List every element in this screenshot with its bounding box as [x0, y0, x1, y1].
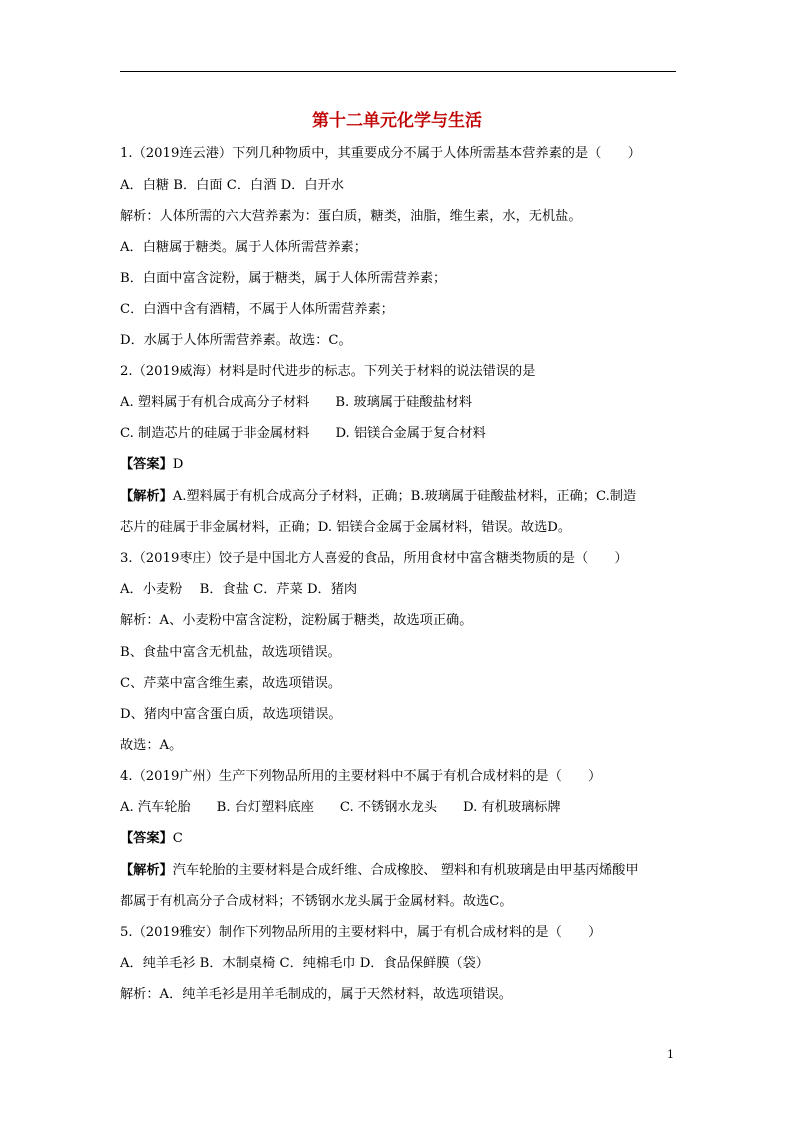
- q4-analysis: [120, 862, 680, 880]
- q3-options: A．小麦粉 B．食盐 C．芹菜 D．猪肉: [120, 582, 358, 597]
- q3-analysis-line: D、猪肉中富含蛋白质，故选项错误。: [120, 707, 342, 722]
- q1-stem: 1.（2019连云港）下列几种物质中，其重要成分不属于人体所需基本营养素的是（ ）: [120, 146, 641, 161]
- q2-options-row-1: [120, 394, 680, 412]
- q2-answer: [120, 456, 680, 474]
- q5-analysis-line: 解析：A．纯羊毛衫是用羊毛制成的，属于天然材料，故选项错误。: [120, 987, 512, 1002]
- answer-value: C: [172, 831, 183, 846]
- answer-value: D: [172, 457, 184, 472]
- header-rule: [120, 71, 676, 72]
- q4-stem: 4.（2019广州）生产下列物品所用的主要材料中不属于有机合成材料的是（ ）: [120, 769, 602, 784]
- answer-label: 【答案】: [120, 457, 173, 472]
- q2-option-b: B. 玻璃属于硅酸盐材料: [335, 395, 473, 410]
- q2-option-d: D. 铝镁合金属于复合材料: [335, 426, 486, 441]
- q3-analysis-line: 解析：A、小麦粉中富含淀粉，淀粉属于糖类，故选项正确。: [120, 613, 473, 628]
- q5-options: A．纯羊毛衫 B．木制桌椅 C．纯棉毛巾 D．食品保鲜膜（袋）: [120, 956, 489, 971]
- q4-option-b: B. 台灯塑料底座: [216, 800, 314, 815]
- q1-analysis-line: C．白酒中含有酒精，不属于人体所需营养素；: [120, 302, 394, 317]
- q2-option-c: C. 制造芯片的硅属于非金属材料: [120, 426, 310, 441]
- q1-analysis-line: A．白糖属于糖类。属于人体所需营养素；: [120, 240, 367, 255]
- answer-label: 【答案】: [120, 831, 173, 846]
- q1-analysis-line: D．水属于人体所需营养素。故选：C。: [120, 333, 352, 348]
- analysis-text: A.塑料属于有机合成高分子材料，正确；B.玻璃属于硅酸盐材料，正确；C.制造: [172, 489, 637, 504]
- q3-stem: 3.（2019枣庄）饺子是中国北方人喜爱的食品，所用食材中富含糖类物质的是（ ）: [120, 551, 628, 566]
- q4-option-a: A. 汽车轮胎: [120, 800, 191, 815]
- q2-analysis: [120, 488, 680, 506]
- q1-analysis-line: B．白面中富含淀粉，属于糖类，属于人体所需营养素；: [120, 271, 447, 286]
- q2-stem: 2.（2019威海）材料是时代进步的标志。下列关于材料的说法错误的是: [120, 364, 536, 379]
- q2-option-a: A. 塑料属于有机合成高分子材料: [120, 395, 310, 410]
- q4-options: [120, 799, 680, 817]
- analysis-label: 【解析】: [120, 489, 173, 504]
- q2-options-row-2: [120, 425, 680, 443]
- q2-analysis-cont: 芯片的硅属于非金属材料，正确；D. 铝镁合金属于金属材料，错误。故选D。: [120, 520, 572, 535]
- q4-option-d: D. 有机玻璃标牌: [463, 800, 561, 815]
- page-number: 1: [667, 1048, 674, 1061]
- q3-analysis-line: 故选：A。: [120, 738, 183, 753]
- q3-analysis-line: B、食盐中富含无机盐，故选项错误。: [120, 645, 341, 660]
- analysis-label: 【解析】: [120, 863, 173, 878]
- q4-option-c: C. 不锈钢水龙头: [339, 800, 438, 815]
- q1-analysis-line: 解析：人体所需的六大营养素为：蛋白质，糖类，油脂，维生素，水，无机盐。: [120, 209, 582, 224]
- q3-analysis-line: C、芹菜中富含维生素，故选项错误。: [120, 676, 342, 691]
- page-title: 第十二单元化学与生活: [312, 111, 482, 131]
- analysis-text: 汽车轮胎的主要材料是合成纤维、合成橡胶、 塑料和有机玻璃是由甲基丙烯酸甲: [172, 863, 639, 878]
- q1-options: A．白糖 B．白面 C．白酒 D．白开水: [120, 178, 344, 193]
- q4-analysis-cont: 都属于有机高分子合成材料；不锈钢水龙头属于金属材料。故选C。: [120, 894, 513, 909]
- q4-answer: [120, 830, 680, 848]
- q5-stem: 5.（2019雅安）制作下列物品所用的主要材料中，属于有机合成材料的是（ ）: [120, 925, 602, 940]
